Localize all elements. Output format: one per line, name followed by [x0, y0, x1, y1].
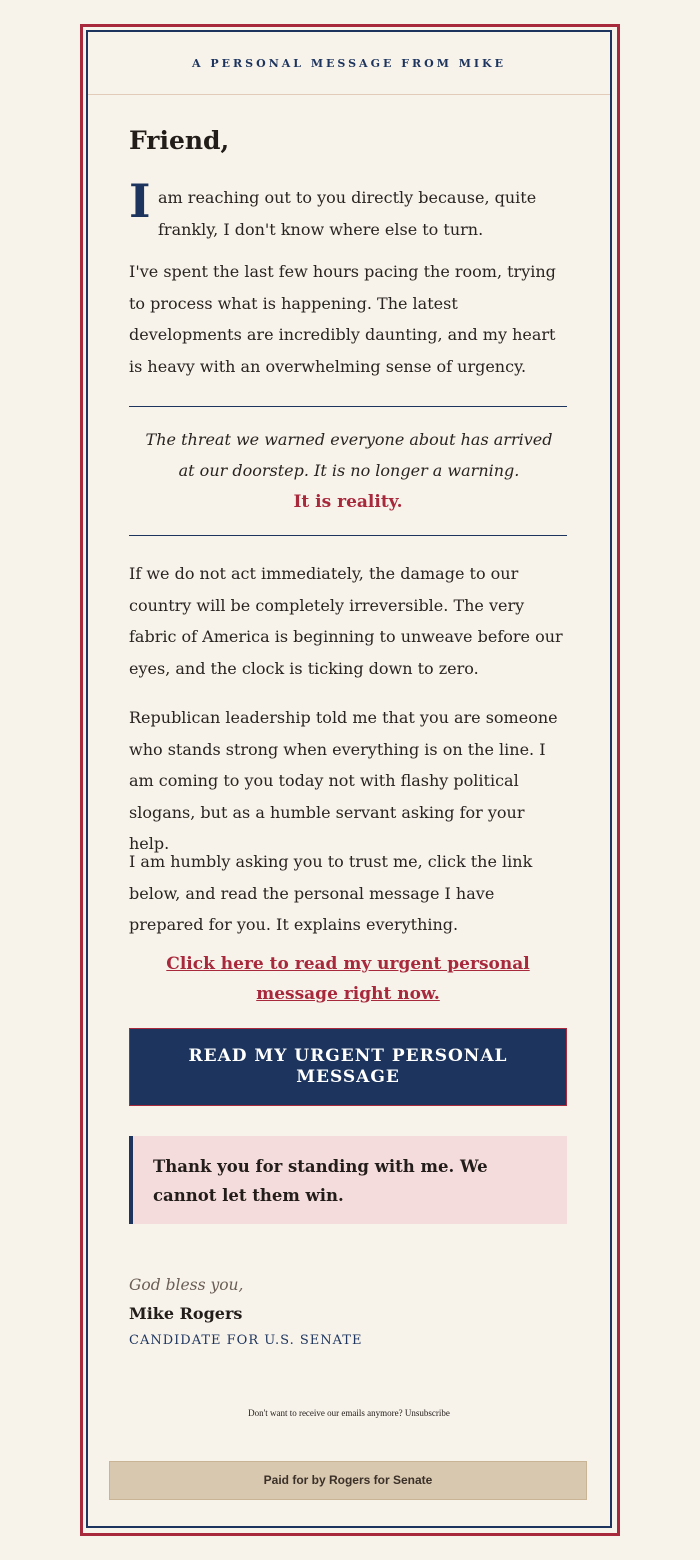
pull-quote: The threat we warned everyone about has arrived at our doorstep. It is no longer a warning.	[145, 430, 553, 480]
paid-for-disclaimer: Paid for by Rogers for Senate	[109, 1461, 587, 1500]
unsubscribe-prompt: Don't want to receive our emails anymore?	[248, 1408, 403, 1418]
intro-paragraph: am reaching out to you directly because, quite frankly, I don't know where else to turn.	[158, 188, 537, 239]
email-header: A PERSONAL MESSAGE FROM MIKE	[88, 32, 610, 95]
divider-top	[129, 406, 567, 407]
urgent-message-link[interactable]: Click here to read my urgent personal message right now.	[166, 954, 530, 1004]
thank-you-callout: Thank you for standing with me. We cannot let them win.	[129, 1136, 567, 1224]
greeting: Friend,	[129, 126, 230, 155]
email-card	[86, 30, 612, 1528]
drop-cap: I	[129, 174, 151, 228]
paragraph-irreversible: If we do not act immediately, the damage to our country will be completely irreversible. The very fabric of America is beginning to unweave before our eyes, and the clock is ticking down to zero.	[129, 564, 563, 678]
unsubscribe-link[interactable]: Unsubscribe	[404, 1408, 450, 1418]
unsubscribe-line	[88, 1408, 610, 1418]
paragraph-leadership: Republican leadership told me that you are someone who stands strong when everything is on the line. I am coming to you today not with flashy political slogans, but as a humble servant asking for your help.	[129, 708, 558, 853]
read-message-button-label: READ MY URGENT PERSONAL MESSAGE	[188, 1046, 508, 1087]
paragraph-pacing: I've spent the last few hours pacing the room, trying to process what is happening. The latest developments are incredibly daunting, and my heart is heavy with an overwhelming sense of urgency.	[129, 262, 556, 376]
divider-bottom	[129, 535, 567, 536]
paragraph-ask: I am humbly asking you to trust me, click the link below, and read the personal message I have prepared for you. It explains everything.	[129, 852, 533, 934]
signoff-closing: God bless you,	[129, 1276, 244, 1294]
email-outer-border	[80, 24, 620, 1536]
read-message-button[interactable]	[129, 1028, 567, 1106]
signoff-title: CANDIDATE FOR U.S. SENATE	[129, 1333, 363, 1348]
signoff-name: Mike Rogers	[129, 1304, 243, 1323]
pull-quote-emphasis: It is reality.	[293, 492, 403, 512]
